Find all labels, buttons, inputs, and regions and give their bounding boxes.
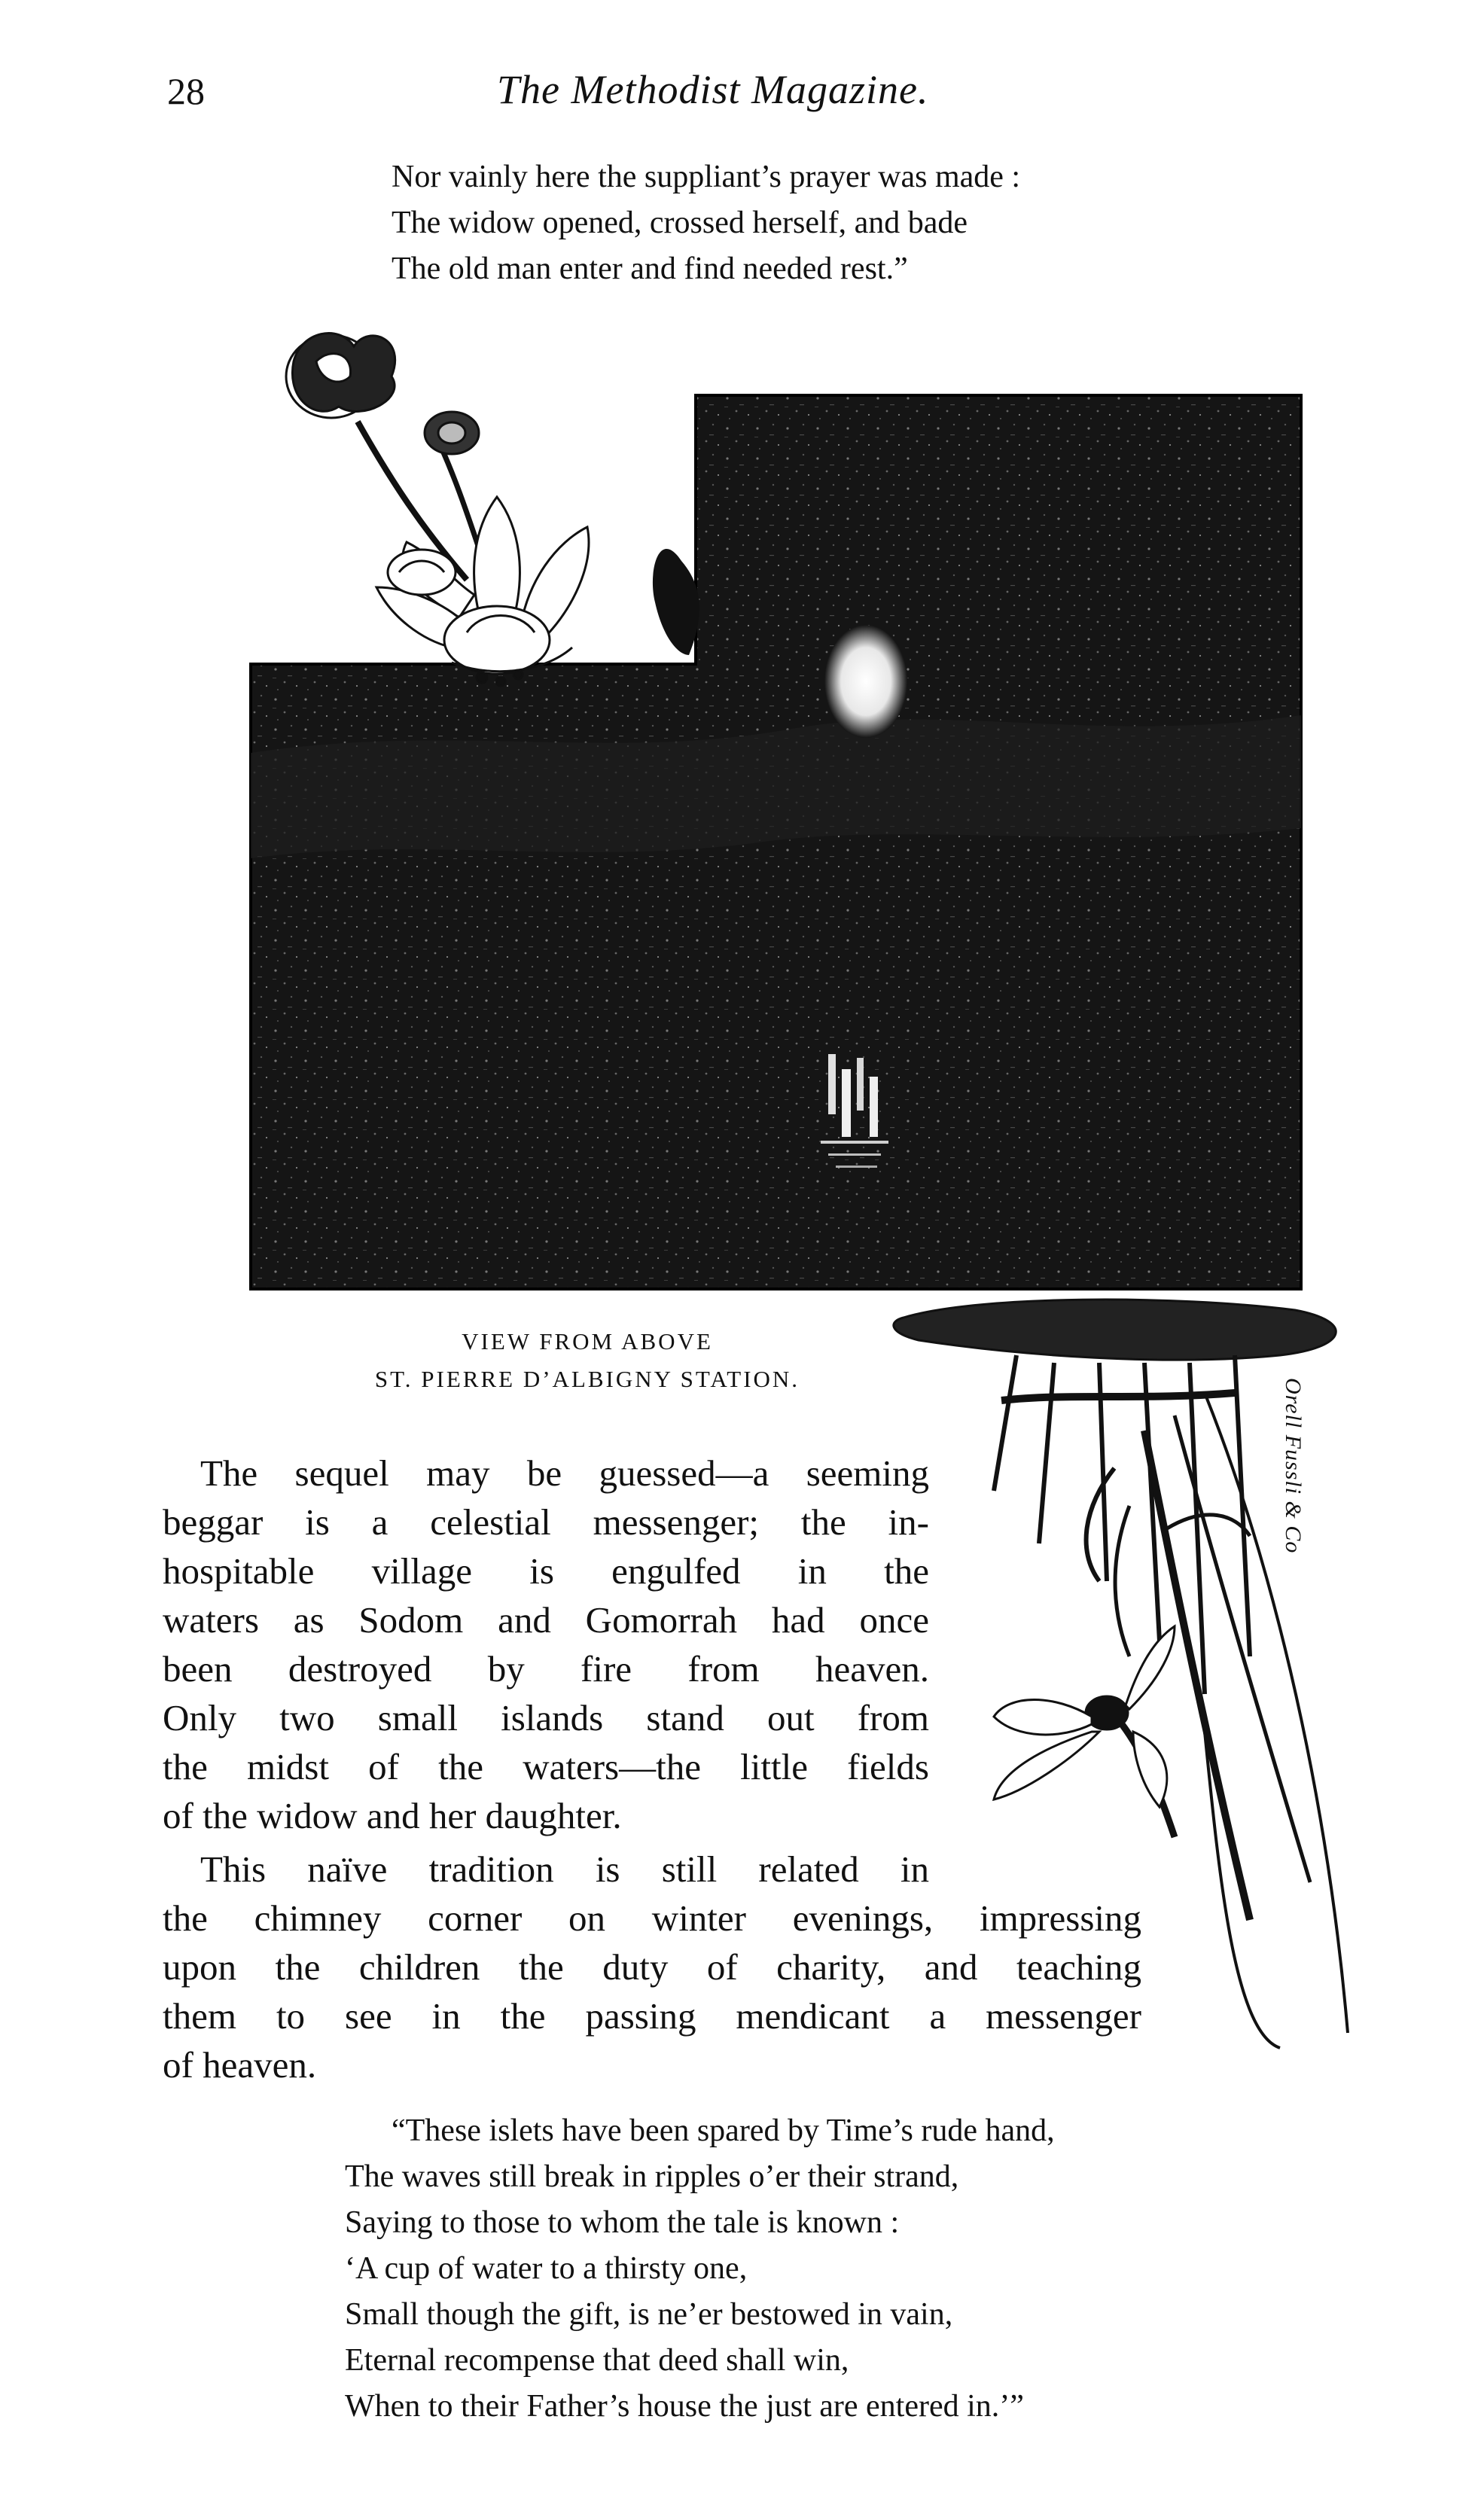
running-head: The Methodist Magazine. [497, 67, 929, 112]
verse-line: “These islets have been spared by Time’s rude hand, [392, 2113, 1055, 2148]
closing-verse [345, 2108, 1055, 2430]
paragraph-line: the chimney corner on winter evenings, impressing [163, 1897, 1141, 1939]
verse-line: Saying to those to whom the tale is known : [345, 2205, 900, 2240]
verse-line: Small though the gift, is ne’er bestowed in vain, [345, 2297, 953, 2332]
verse-line: The widow opened, crossed herself, and bade [392, 206, 968, 240]
paragraph-line: the midst of the waters—the little fields [163, 1746, 929, 1787]
verse-line: The old man enter and find needed rest.” [392, 251, 908, 286]
paragraph-sequel [163, 1449, 929, 1840]
caption-line: VIEW FROM ABOVE [462, 1328, 713, 1354]
engraver-credit: Orell Fussli & Co [1281, 1378, 1306, 1554]
paragraph-line: them to see in the passing mendicant a messenger [163, 1995, 1141, 2037]
water-lily-flowers [286, 334, 589, 686]
verse-line: Nor vainly here the suppliant’s prayer was made : [392, 160, 1021, 194]
paragraph-line: been destroyed by fire from heaven. [163, 1648, 929, 1690]
verse-line: ‘A cup of water to a thirsty one, [345, 2251, 748, 2286]
page-number: 28 [167, 70, 205, 112]
paragraph-line: Only two small islands stand out from [163, 1697, 929, 1738]
verse-line: The waves still break in ripples o’er their strand, [345, 2159, 959, 2194]
paragraph-line: The sequel may be guessed—a seeming [200, 1452, 929, 1494]
caption-line: ST. PIERRE D’ALBIGNY STATION. [374, 1366, 800, 1392]
lily-bud [653, 549, 699, 655]
verse-line: Eternal recompense that deed shall win, [345, 2343, 849, 2378]
paragraph-line: of heaven. [163, 2044, 317, 2086]
paragraph-line: hospitable village is engulfed in the [163, 1550, 929, 1592]
paragraph-line: upon the children the duty of charity, and teaching [163, 1946, 1141, 1988]
paragraph-line: beggar is a celestial messenger; the in- [163, 1501, 929, 1543]
paragraph-line: waters as Sodom and Gomorrah had once [163, 1599, 929, 1641]
verse-line: When to their Father’s house the just are entered in.’” [345, 2389, 1024, 2424]
moon [824, 625, 907, 738]
illustration-caption [248, 1323, 926, 1398]
paragraph-line: of the widow and her daughter. [163, 1795, 622, 1836]
paragraph-tradition [163, 1845, 1141, 2089]
paragraph-line: This naïve tradition is still related in [200, 1848, 929, 1890]
